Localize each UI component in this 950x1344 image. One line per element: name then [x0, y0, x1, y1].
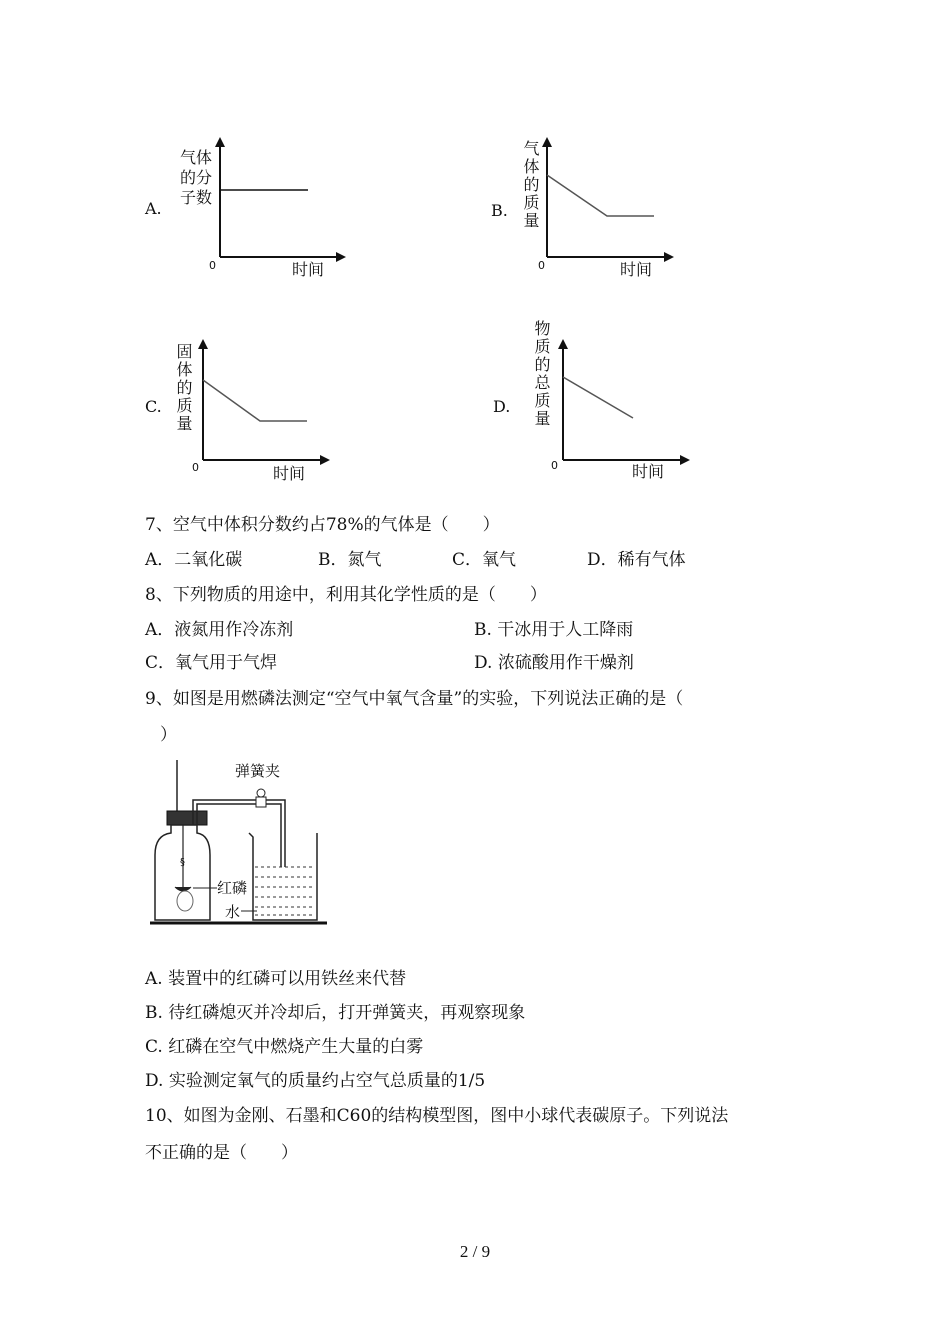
page-number: 2 / 9: [459, 1242, 491, 1261]
phosphorus-apparatus-figure: [145, 755, 335, 930]
graph-b-xlabel: 时间: [620, 260, 653, 279]
clamp-knob: [257, 789, 265, 797]
graph-c-ylabel: 固体的质量: [174, 343, 193, 433]
graph-b-line: [547, 175, 654, 216]
water: [254, 867, 316, 919]
graph-d-origin: 0: [551, 459, 558, 472]
graph-b: [532, 135, 682, 280]
q8-option-a: A．液氮用作冷冻剂: [145, 620, 294, 640]
q7-option-c: C．氧气: [452, 550, 517, 570]
graph-c-yaxis-arrow: [198, 339, 208, 349]
q7-stem: 7、空气中体积分数约占78%的气体是（ ）: [145, 515, 500, 535]
phosphorus-label: 红磷: [217, 879, 248, 897]
graph-b-yaxis-arrow: [542, 137, 552, 147]
graph-d-xlabel: 时间: [632, 462, 665, 481]
clip-label: 弹簧夹: [235, 762, 281, 780]
option-b-letter: B.: [491, 201, 508, 220]
q9-stem-line1: 9、如图是用燃磷法测定“空气中氧气含量”的实验，下列说法正确的是（: [145, 689, 684, 709]
q10-stem-line1: 10、如图为金刚、石墨和C60的结构模型图，图中小球代表碳原子。下列说法: [145, 1106, 729, 1126]
smoke-icon: §: [180, 857, 185, 868]
q7-option-d: D．稀有气体: [587, 550, 686, 570]
q9-option-c: C. 红磷在空气中燃烧产生大量的白雾: [145, 1037, 424, 1057]
q9-option-d: D. 实验测定氧气的质量约占空气总质量的1/5: [145, 1071, 486, 1091]
graph-c-xlabel: 时间: [273, 464, 306, 483]
apparatus-stopper: [167, 811, 207, 825]
graph-a-xlabel: 时间: [292, 260, 325, 279]
graph-a-ylabel-line: 的分: [180, 168, 213, 187]
q8-option-b: B. 干冰用于人工降雨: [474, 620, 634, 640]
spring-clip: [256, 797, 266, 807]
option-a-letter: A.: [145, 199, 162, 218]
option-c-letter: C.: [145, 397, 162, 416]
graph-a-xaxis-arrow: [336, 252, 346, 262]
graph-c-xaxis-arrow: [320, 455, 330, 465]
q9-option-a: A. 装置中的红磷可以用铁丝来代替: [145, 969, 407, 989]
q9-stem-line2: ）: [160, 725, 177, 745]
graph-a-yaxis-arrow: [215, 137, 225, 147]
q8-stem: 8、下列物质的用途中，利用其化学性质的是（ ）: [145, 585, 547, 605]
graph-c-origin: 0: [192, 461, 199, 474]
graph-d-line: [563, 377, 633, 418]
graph-d-yaxis-arrow: [558, 339, 568, 349]
graph-b-xaxis-arrow: [664, 252, 674, 262]
q7-option-a: A．二氧化碳: [145, 550, 243, 570]
graph-b-origin: 0: [538, 259, 545, 272]
graph-d-ylabel: 物质的总质量: [532, 320, 551, 428]
graph-a-ylabel-line: 气体: [180, 148, 213, 167]
q7-option-b: B．氮气: [318, 550, 382, 570]
water-label: 水: [225, 903, 241, 921]
q8-option-c: C．氧气用于气焊: [145, 653, 278, 673]
q9-option-b: B. 待红磷熄灭并冷却后，打开弹簧夹，再观察现象: [145, 1003, 526, 1023]
option-d-letter: D.: [493, 397, 511, 416]
graph-d: [548, 335, 698, 485]
q8-option-d: D. 浓硫酸用作干燥剂: [474, 653, 634, 673]
graph-c: [188, 335, 338, 485]
graph-c-line: [203, 380, 307, 421]
q10-stem-line2: 不正确的是（ ）: [145, 1143, 298, 1163]
graph-b-ylabel: 气体的质量: [521, 140, 540, 230]
graph-a-ylabel-line: 子数: [180, 188, 213, 207]
graph-a: [200, 135, 350, 280]
graph-a-origin: 0: [209, 259, 216, 272]
graph-d-xaxis-arrow: [680, 455, 690, 465]
